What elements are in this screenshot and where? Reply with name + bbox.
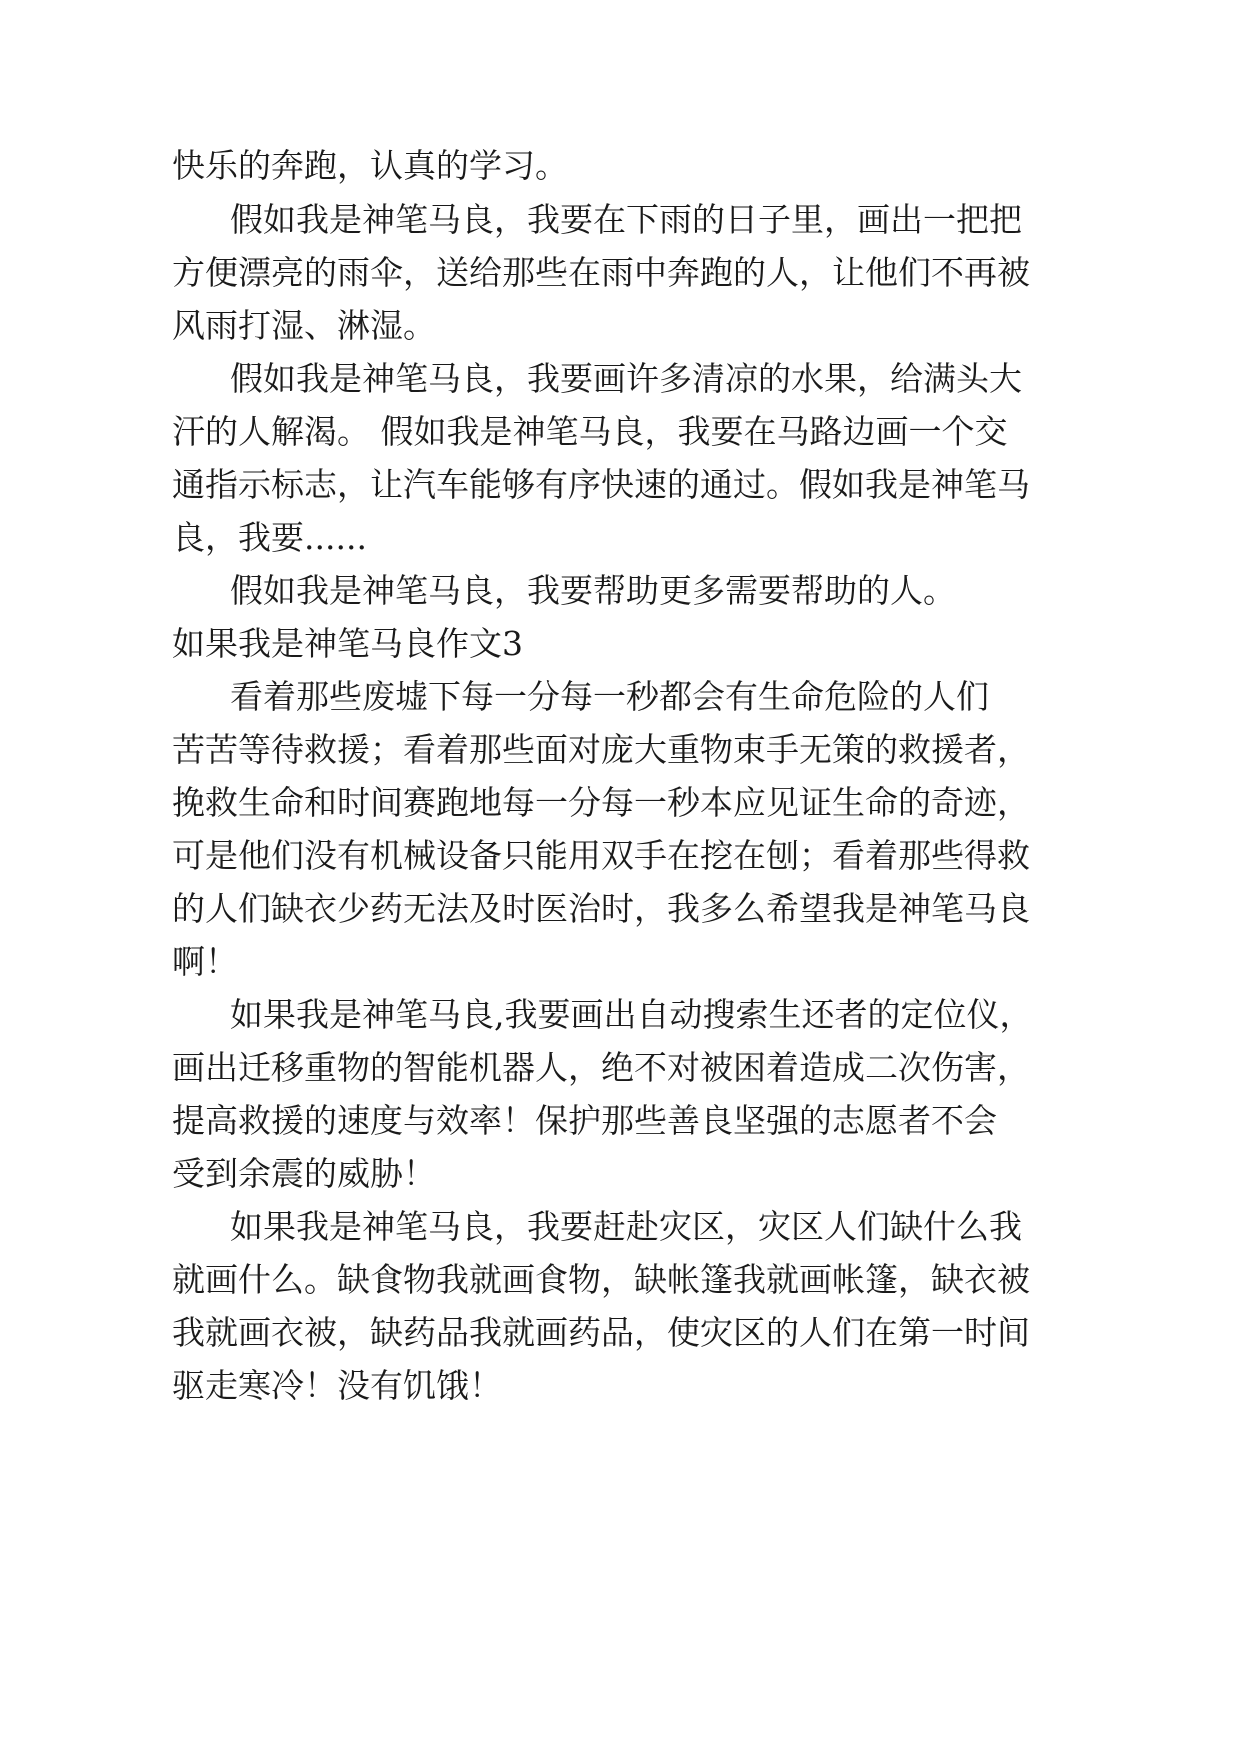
text-line: 啊！ [172,942,238,981]
text-line: 可是他们没有机械设备只能用双手在挖在刨；看着那些得救 [172,836,1030,875]
text-line: 画出迁移重物的智能机器人，绝不对被困着造成二次伤害， [172,1048,1030,1087]
paragraph-first-line: 如果我是神笔马良，我要赶赴灾区，灾区人们缺什么我 [230,1207,1022,1246]
text-line: 驱走寒冷！没有饥饿！ [172,1366,502,1405]
text-line: 通指示标志，让汽车能够有序快速的通过。假如我是神笔马 [172,465,1030,504]
text-line: 快乐的奔跑，认真的学习。 [172,146,568,185]
text-line: 方便漂亮的雨伞，送给那些在雨中奔跑的人，让他们不再被 [172,253,1030,292]
text-line: 就画什么。缺食物我就画食物，缺帐篷我就画帐篷，缺衣被 [172,1260,1030,1299]
paragraph-first-line: 看着那些废墟下每一分每一秒都会有生命危险的人们 [230,677,989,716]
text-line: 风雨打湿、淋湿。 [172,306,436,345]
text-line: 我就画衣被，缺药品我就画药品，使灾区的人们在第一时间 [172,1313,1030,1352]
text-line: 苦苦等待救援；看着那些面对庞大重物束手无策的救援者， [172,730,1030,769]
text-line: 提高救援的速度与效率！保护那些善良坚强的志愿者不会 [172,1101,997,1140]
paragraph-first-line: 假如我是神笔马良，我要在下雨的日子里，画出一把把 [230,200,1022,239]
text-line: 受到余震的威胁！ [172,1154,436,1193]
text-line: 汗的人解渴。 假如我是神笔马良，我要在马路边画一个交 [172,412,1008,451]
paragraph-first-line: 假如我是神笔马良，我要帮助更多需要帮助的人。 [230,571,956,610]
text-line: 的人们缺衣少药无法及时医治时，我多么希望我是神笔马良 [172,889,1030,928]
text-line: 挽救生命和时间赛跑地每一分每一秒本应见证生命的奇迹， [172,783,1030,822]
text-line: 良，我要...... [172,518,367,557]
paragraph-first-line: 如果我是神笔马良,我要画出自动搜索生还者的定位仪， [230,995,1033,1034]
paragraph-first-line: 假如我是神笔马良，我要画许多清凉的水果，给满头大 [230,359,1022,398]
section-heading: 如果我是神笔马良作文3 [172,624,523,663]
